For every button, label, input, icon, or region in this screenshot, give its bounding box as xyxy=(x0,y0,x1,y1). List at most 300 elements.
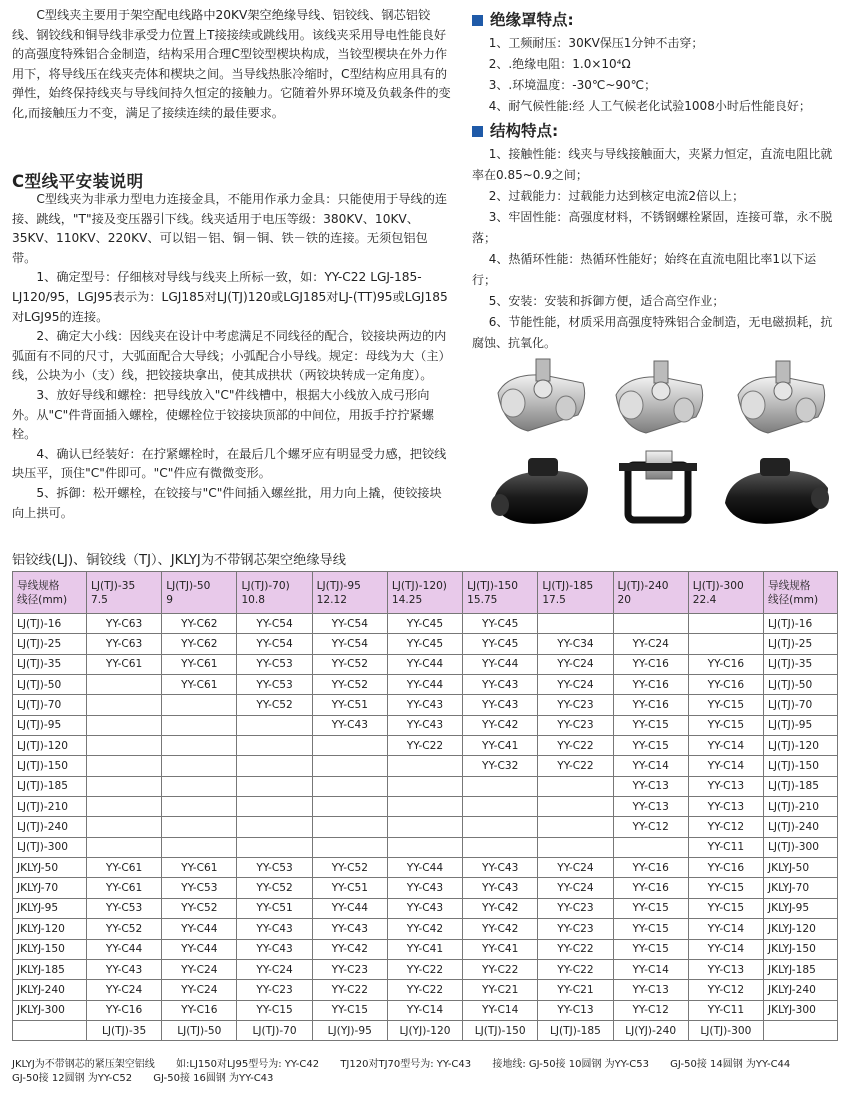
install-section xyxy=(12,190,452,523)
table-cell: YY-C23 xyxy=(538,919,613,939)
footer-note: TJ120对TJ70型号为: YY-C43 xyxy=(340,1059,472,1070)
row-label-left: JKLYJ-95 xyxy=(13,898,87,918)
table-cell: YY-C16 xyxy=(688,654,763,674)
table-cell: YY-C24 xyxy=(538,675,613,695)
table-cell: YY-C16 xyxy=(87,1000,162,1020)
table-cell: YY-C43 xyxy=(463,695,538,715)
table-cell: YY-C24 xyxy=(87,980,162,1000)
row-label-left: LJ(TJ)-35 xyxy=(13,654,87,674)
list-item: 4、耐气候性能:经 人工气候老化试验1008小时后性能良好； xyxy=(488,99,811,113)
row-label-right: LJ(TJ)-16 xyxy=(764,614,838,634)
table-cell: YY-C24 xyxy=(162,980,237,1000)
table-row xyxy=(13,776,838,796)
table-row xyxy=(13,1000,838,1020)
table-cell: YY-C13 xyxy=(613,980,688,1000)
table-cell: YY-C43 xyxy=(387,878,462,898)
table-title: 铝铰线(LJ)、铜铰线（TJ）、JKLYJ为不带钢芯架空绝缘导线 xyxy=(12,553,346,568)
table-cell: YY-C61 xyxy=(87,654,162,674)
header-column: LJ(TJ)-95 12.12 xyxy=(312,572,387,614)
table-cell: LJ(TJ)-50 xyxy=(162,1020,237,1040)
table-cell: YY-C11 xyxy=(688,1000,763,1020)
table-cell: YY-C24 xyxy=(538,858,613,878)
insulation-heading xyxy=(472,10,840,31)
table-cell: YY-C12 xyxy=(688,980,763,1000)
footer-note: 接地线: GJ-50接 10圆钢 为YY-C53 xyxy=(492,1059,649,1070)
table-cell xyxy=(162,797,237,817)
table-cell: YY-C53 xyxy=(237,858,312,878)
table-cell: YY-C43 xyxy=(312,715,387,735)
row-label-right: LJ(TJ)-35 xyxy=(764,654,838,674)
table-cell: YY-C51 xyxy=(312,878,387,898)
c-clamp-photo xyxy=(616,361,703,433)
table-row xyxy=(13,919,838,939)
table-cell: YY-C22 xyxy=(387,736,462,756)
table-cell: YY-C16 xyxy=(688,858,763,878)
table-cell: YY-C16 xyxy=(613,654,688,674)
table-cell: YY-C52 xyxy=(312,675,387,695)
table-cell xyxy=(237,837,312,857)
table-cell: YY-C51 xyxy=(312,695,387,715)
table-cell: LJ(YJ)-240 xyxy=(613,1020,688,1040)
table-cell: YY-C24 xyxy=(237,959,312,979)
table-cell: YY-C43 xyxy=(387,715,462,735)
table-cell xyxy=(538,797,613,817)
table-cell: YY-C41 xyxy=(463,939,538,959)
table-cell: YY-C15 xyxy=(613,898,688,918)
row-label-right: LJ(TJ)-95 xyxy=(764,715,838,735)
table-row xyxy=(13,634,838,654)
table-cell xyxy=(237,756,312,776)
table-cell: YY-C62 xyxy=(162,614,237,634)
table-cell: YY-C22 xyxy=(538,736,613,756)
table-row xyxy=(13,654,838,674)
header-spec-right: 导线规格 线径(mm) xyxy=(764,572,838,614)
table-cell xyxy=(387,837,462,857)
table-cell: YY-C16 xyxy=(162,1000,237,1020)
table-cell: LJ(YJ)-95 xyxy=(312,1020,387,1040)
clamp-with-cover-photo xyxy=(619,451,697,520)
table-cell xyxy=(87,837,162,857)
table-cell: YY-C43 xyxy=(463,675,538,695)
table-cell: YY-C53 xyxy=(87,898,162,918)
table-row xyxy=(13,1020,838,1040)
table-cell: YY-C14 xyxy=(613,756,688,776)
row-label-left: LJ(TJ)-120 xyxy=(13,736,87,756)
table-cell: YY-C24 xyxy=(613,634,688,654)
table-cell xyxy=(312,776,387,796)
row-label-left: JKLYJ-50 xyxy=(13,858,87,878)
table-cell: YY-C13 xyxy=(688,776,763,796)
table-row xyxy=(13,980,838,1000)
table-cell: YY-C15 xyxy=(688,878,763,898)
install-title: C型线平安装说明 xyxy=(12,172,144,191)
table-cell: YY-C42 xyxy=(312,939,387,959)
header-spec-left: 导线规格 线径(mm) xyxy=(13,572,87,614)
table-row xyxy=(13,878,838,898)
table-cell: YY-C16 xyxy=(613,695,688,715)
table-cell: YY-C62 xyxy=(162,634,237,654)
table-cell xyxy=(237,797,312,817)
table-cell: YY-C52 xyxy=(312,654,387,674)
row-label-right: LJ(TJ)-210 xyxy=(764,797,838,817)
row-label-left: JKLYJ-240 xyxy=(13,980,87,1000)
table-cell xyxy=(312,736,387,756)
row-label-right: JKLYJ-150 xyxy=(764,939,838,959)
row-label-left: JKLYJ-300 xyxy=(13,1000,87,1020)
structure-title: 结构特点: xyxy=(490,122,559,140)
table-cell: YY-C41 xyxy=(463,736,538,756)
row-label-right xyxy=(764,1020,838,1040)
table-cell xyxy=(237,736,312,756)
install-step: 3、放好导线和螺栓：把导线放入"C"件线槽中，根据大小线放入成弓形向外。从"C"件背面插入螺栓，使螺栓位于铰接块顶部的中间位，用扳手拧拧紧螺栓。 xyxy=(12,387,434,442)
table-cell: YY-C51 xyxy=(237,898,312,918)
table-cell: YY-C52 xyxy=(237,878,312,898)
table-cell: YY-C22 xyxy=(387,980,462,1000)
header-column: LJ(TJ)-35 7.5 xyxy=(87,572,162,614)
intro-paragraph: C型线夹主要用于架空配电线路中20KV架空绝缘导线、铝铰线、钢芯铝铰线、钢铰线和铜导线非承受力位置上T接接续或跳线用。该线夹采用导电性能良好的高强度特殊铝合金制造，结构采用合理C型铰型楔块构成，当铰型楔块在外力作用下，将导线压在线夹壳体和楔块之间。当导线热胀冷缩时，C型结构应用具有的弹性，始终保持线夹与导线间持久恒定的接触力。它随着外界环境及负载条件的变化,而接触压力不变，满足了接续连续的最佳要求。 xyxy=(12,8,451,120)
table-cell: YY-C45 xyxy=(387,614,462,634)
table-cell: YY-C52 xyxy=(87,919,162,939)
table-cell: YY-C15 xyxy=(688,715,763,735)
table-cell xyxy=(162,837,237,857)
header-column: LJ(TJ)-185 17.5 xyxy=(538,572,613,614)
row-label-right: JKLYJ-120 xyxy=(764,919,838,939)
table-cell: YY-C13 xyxy=(613,797,688,817)
table-cell: YY-C22 xyxy=(463,959,538,979)
row-label-left: LJ(TJ)-16 xyxy=(13,614,87,634)
install-step: 4、确认已经装好：在拧紧螺栓时，在最后几个螺牙应有明显受力感，把铰线块压平，顶住"C"件即可。"C"件应有微微变形。 xyxy=(12,446,447,481)
list-item: 3、.环境温度：-30℃~90℃； xyxy=(488,78,657,92)
list-item: 5、安装：安装和拆御方便，适合高空作业； xyxy=(488,294,725,308)
table-cell: YY-C42 xyxy=(463,898,538,918)
install-step: 5、拆御：松开螺栓，在铰接与"C"件间插入螺丝批，用力向上撬，使铰接块向上拱可。 xyxy=(12,485,442,520)
table-cell: YY-C12 xyxy=(613,1000,688,1020)
table-cell: YY-C43 xyxy=(387,898,462,918)
table-cell xyxy=(538,837,613,857)
insulation-list xyxy=(472,33,840,117)
table-cell: YY-C21 xyxy=(538,980,613,1000)
list-item: 4、热循环性能：热循环性能好；始终在直流电阻比率1以下运行； xyxy=(472,252,817,287)
row-label-right: LJ(TJ)-25 xyxy=(764,634,838,654)
table-cell: YY-C61 xyxy=(87,878,162,898)
table-cell xyxy=(387,797,462,817)
table-cell xyxy=(87,776,162,796)
table-cell xyxy=(387,817,462,837)
table-cell: LJ(TJ)-35 xyxy=(87,1020,162,1040)
table-cell: YY-C22 xyxy=(538,756,613,776)
row-label-right: LJ(TJ)-50 xyxy=(764,675,838,695)
table-cell: YY-C11 xyxy=(688,837,763,857)
table-cell xyxy=(312,837,387,857)
insulation-title: 绝缘罩特点: xyxy=(490,11,574,29)
table-row xyxy=(13,939,838,959)
table-cell: YY-C21 xyxy=(463,980,538,1000)
table-cell xyxy=(312,797,387,817)
footer-note: GJ-50接 16圆钢 为YY-C43 xyxy=(153,1073,274,1084)
row-label-left xyxy=(13,1020,87,1040)
insulation-cover-photo xyxy=(725,458,829,524)
table-cell: YY-C45 xyxy=(387,634,462,654)
footer-note: GJ-50接 12圆钢 为YY-C52 xyxy=(12,1073,133,1084)
table-cell: YY-C13 xyxy=(688,959,763,979)
table-cell: YY-C43 xyxy=(387,695,462,715)
table-cell xyxy=(87,736,162,756)
header-column: LJ(TJ)-120) 14.25 xyxy=(387,572,462,614)
table-cell xyxy=(538,614,613,634)
row-label-right: JKLYJ-70 xyxy=(764,878,838,898)
row-label-right: JKLYJ-240 xyxy=(764,980,838,1000)
table-cell xyxy=(87,675,162,695)
table-cell: YY-C12 xyxy=(613,817,688,837)
table-row xyxy=(13,898,838,918)
table-cell: YY-C44 xyxy=(463,654,538,674)
table-cell xyxy=(87,695,162,715)
table-cell: YY-C43 xyxy=(312,919,387,939)
table-cell: YY-C54 xyxy=(237,614,312,634)
table-cell: YY-C63 xyxy=(87,634,162,654)
row-label-right: LJ(TJ)-185 xyxy=(764,776,838,796)
table-cell xyxy=(613,614,688,634)
list-item: 3、牢固性能：高强度材料，不锈钢螺栓紧固，连接可靠，永不脱落； xyxy=(472,210,833,245)
intro-section xyxy=(12,6,452,124)
table-cell: YY-C16 xyxy=(688,675,763,695)
structure-list xyxy=(472,144,840,354)
table-cell: YY-C45 xyxy=(463,634,538,654)
table-cell: YY-C43 xyxy=(463,858,538,878)
row-label-left: LJ(TJ)-300 xyxy=(13,837,87,857)
table-cell: YY-C44 xyxy=(162,919,237,939)
table-cell: LJ(TJ)-300 xyxy=(688,1020,763,1040)
install-step: 1、确定型号：仔细核对导线与线夹上所标一致，如：YY-C22 LGJ-185-LJ120/95，LGJ95表示为：LGJ185对LJ(TJ)120或LGJ185对LJ-(TT)95或LGJ185对LGJ95的连接。 xyxy=(12,270,448,324)
table-row xyxy=(13,756,838,776)
row-label-left: LJ(TJ)-150 xyxy=(13,756,87,776)
row-label-right: LJ(TJ)-150 xyxy=(764,756,838,776)
header-column: LJ(TJ)-50 9 xyxy=(162,572,237,614)
table-cell: YY-C61 xyxy=(87,858,162,878)
row-label-right: JKLYJ-50 xyxy=(764,858,838,878)
table-cell: YY-C42 xyxy=(387,919,462,939)
table-cell: YY-C43 xyxy=(237,939,312,959)
table-cell: YY-C15 xyxy=(688,695,763,715)
table-cell: YY-C22 xyxy=(312,980,387,1000)
table-cell: YY-C14 xyxy=(688,736,763,756)
table-cell xyxy=(87,756,162,776)
table-cell xyxy=(312,756,387,776)
table-header-row xyxy=(13,572,838,614)
table-cell: YY-C54 xyxy=(237,634,312,654)
table-cell: YY-C15 xyxy=(613,736,688,756)
table-cell: YY-C44 xyxy=(387,858,462,878)
table-cell: YY-C52 xyxy=(162,898,237,918)
table-cell: YY-C42 xyxy=(463,919,538,939)
table-row xyxy=(13,695,838,715)
table-cell: YY-C53 xyxy=(237,675,312,695)
row-label-right: LJ(TJ)-300 xyxy=(764,837,838,857)
footer-notes xyxy=(12,1058,842,1086)
row-label-left: LJ(TJ)-185 xyxy=(13,776,87,796)
table-cell: YY-C43 xyxy=(237,919,312,939)
row-label-left: LJ(TJ)-70 xyxy=(13,695,87,715)
table-cell xyxy=(87,797,162,817)
table-row xyxy=(13,858,838,878)
c-clamp-photo xyxy=(738,361,825,433)
table-cell: YY-C23 xyxy=(538,898,613,918)
table-cell: YY-C16 xyxy=(613,878,688,898)
list-item: 2、过载能力：过载能力达到核定电流2倍以上； xyxy=(488,189,745,203)
row-label-right: JKLYJ-95 xyxy=(764,898,838,918)
row-label-right: LJ(TJ)-240 xyxy=(764,817,838,837)
row-label-left: JKLYJ-120 xyxy=(13,919,87,939)
header-column: LJ(TJ)-300 22.4 xyxy=(688,572,763,614)
table-cell xyxy=(688,614,763,634)
table-cell: YY-C54 xyxy=(312,634,387,654)
list-item: 1、工频耐压：30KV保压1分钟不击穿； xyxy=(488,36,704,50)
table-cell xyxy=(463,817,538,837)
table-cell: YY-C15 xyxy=(613,939,688,959)
row-label-right: JKLYJ-300 xyxy=(764,1000,838,1020)
table-cell: LJ(YJ)-120 xyxy=(387,1020,462,1040)
table-cell xyxy=(538,776,613,796)
table-cell: YY-C41 xyxy=(387,939,462,959)
table-cell: YY-C14 xyxy=(463,1000,538,1020)
table-row xyxy=(13,959,838,979)
table-cell xyxy=(613,837,688,857)
table-row xyxy=(13,736,838,756)
table-cell: YY-C13 xyxy=(613,776,688,796)
header-column: LJ(TJ)-150 15.75 xyxy=(463,572,538,614)
table-cell: YY-C14 xyxy=(387,1000,462,1020)
table-cell: YY-C52 xyxy=(312,858,387,878)
table-cell: YY-C34 xyxy=(538,634,613,654)
table-cell: YY-C54 xyxy=(312,614,387,634)
list-item: 6、节能性能，材质采用高强度特殊铝合金制造，无电磁损耗，抗腐蚀、抗氧化。 xyxy=(472,315,833,350)
table-cell: YY-C15 xyxy=(613,715,688,735)
table-cell: YY-C24 xyxy=(538,878,613,898)
table-cell xyxy=(463,797,538,817)
table-cell xyxy=(162,715,237,735)
table-cell: YY-C53 xyxy=(162,878,237,898)
table-cell: YY-C15 xyxy=(312,1000,387,1020)
list-item: 1、接触性能：线夹与导线接触面大，夹紧力恒定，直流电阻比就率在0.85~0.9之间； xyxy=(472,147,833,182)
table-cell xyxy=(162,817,237,837)
table-cell: YY-C23 xyxy=(312,959,387,979)
table-cell xyxy=(237,817,312,837)
header-column: LJ(TJ)-240 20 xyxy=(613,572,688,614)
table-cell: YY-C44 xyxy=(387,654,462,674)
table-cell xyxy=(87,715,162,735)
table-cell: YY-C16 xyxy=(613,675,688,695)
table-cell: YY-C23 xyxy=(237,980,312,1000)
table-cell xyxy=(162,695,237,715)
table-cell: YY-C23 xyxy=(538,695,613,715)
table-cell: YY-C14 xyxy=(688,939,763,959)
table-cell xyxy=(463,837,538,857)
insulation-cover-photo xyxy=(491,458,588,524)
features-column xyxy=(472,6,840,354)
table-cell: YY-C22 xyxy=(387,959,462,979)
table-cell: YY-C15 xyxy=(237,1000,312,1020)
footer-line-1 xyxy=(12,1058,842,1072)
table-cell: YY-C15 xyxy=(688,898,763,918)
table-cell xyxy=(87,817,162,837)
table-cell: YY-C53 xyxy=(237,654,312,674)
table-cell: YY-C32 xyxy=(463,756,538,776)
table-cell: YY-C42 xyxy=(463,715,538,735)
table-row xyxy=(13,837,838,857)
table-cell xyxy=(387,756,462,776)
square-bullet-icon xyxy=(472,15,483,26)
row-label-left: LJ(TJ)-210 xyxy=(13,797,87,817)
table-row xyxy=(13,715,838,735)
table-cell xyxy=(538,817,613,837)
table-cell: YY-C63 xyxy=(87,614,162,634)
footer-note: JKLYJ为不带钢芯的紧压架空铝线 xyxy=(12,1059,155,1070)
row-label-right: LJ(TJ)-70 xyxy=(764,695,838,715)
table-cell: YY-C52 xyxy=(237,695,312,715)
table-cell: YY-C12 xyxy=(688,817,763,837)
table-cell: YY-C24 xyxy=(538,654,613,674)
table-row xyxy=(13,817,838,837)
table-cell xyxy=(162,736,237,756)
product-photos xyxy=(488,353,838,548)
footer-note: 如:LJ150对LJ95型号为: YY-C42 xyxy=(176,1059,320,1070)
clamp-selection-table xyxy=(12,571,838,1041)
c-clamp-photo xyxy=(498,359,585,431)
table-cell: YY-C14 xyxy=(613,959,688,979)
row-label-left: LJ(TJ)-25 xyxy=(13,634,87,654)
row-label-left: LJ(TJ)-95 xyxy=(13,715,87,735)
table-cell: YY-C44 xyxy=(162,939,237,959)
row-label-left: LJ(TJ)-240 xyxy=(13,817,87,837)
table-cell: YY-C61 xyxy=(162,654,237,674)
row-label-left: JKLYJ-150 xyxy=(13,939,87,959)
row-label-left: JKLYJ-185 xyxy=(13,959,87,979)
header-column: LJ(TJ)-70) 10.8 xyxy=(237,572,312,614)
table-cell: LJ(TJ)-70 xyxy=(237,1020,312,1040)
table-cell: YY-C44 xyxy=(387,675,462,695)
table-row xyxy=(13,797,838,817)
footer-note: GJ-50接 14圆钢 为YY-C44 xyxy=(670,1059,791,1070)
table-cell xyxy=(463,776,538,796)
square-bullet-icon xyxy=(472,126,483,137)
row-label-left: LJ(TJ)-50 xyxy=(13,675,87,695)
table-cell: YY-C14 xyxy=(688,756,763,776)
table-cell: YY-C13 xyxy=(688,797,763,817)
table-cell: YY-C22 xyxy=(538,959,613,979)
table-cell xyxy=(162,776,237,796)
table-cell xyxy=(162,756,237,776)
table-cell: YY-C15 xyxy=(613,919,688,939)
table-cell: YY-C45 xyxy=(463,614,538,634)
table-cell: YY-C61 xyxy=(162,675,237,695)
list-item: 2、.绝缘电阻：1.0×10⁴Ω xyxy=(488,57,631,71)
table-cell: YY-C24 xyxy=(162,959,237,979)
table-body xyxy=(13,614,838,1041)
table-cell: YY-C23 xyxy=(538,715,613,735)
footer-line-2 xyxy=(12,1072,842,1086)
table-cell: YY-C16 xyxy=(613,858,688,878)
table-cell: LJ(TJ)-185 xyxy=(538,1020,613,1040)
table-cell: LJ(TJ)-150 xyxy=(463,1020,538,1040)
table-cell xyxy=(237,776,312,796)
table-cell: YY-C13 xyxy=(538,1000,613,1020)
install-paragraph: C型线夹为非承力型电力连接金具，不能用作承力金具：只能使用于导线的连接、跳线，"T"接及变压器引下线。线夹适用于电压等级：380KV、10KV、35KV、110KV、220KV、可以铝－铝、铜－铜、铁－铁的连接。无须包铝包带。 xyxy=(12,192,448,265)
table-cell xyxy=(312,817,387,837)
row-label-right: LJ(TJ)-120 xyxy=(764,736,838,756)
table-cell: YY-C44 xyxy=(87,939,162,959)
table-row xyxy=(13,614,838,634)
structure-heading xyxy=(472,121,840,142)
